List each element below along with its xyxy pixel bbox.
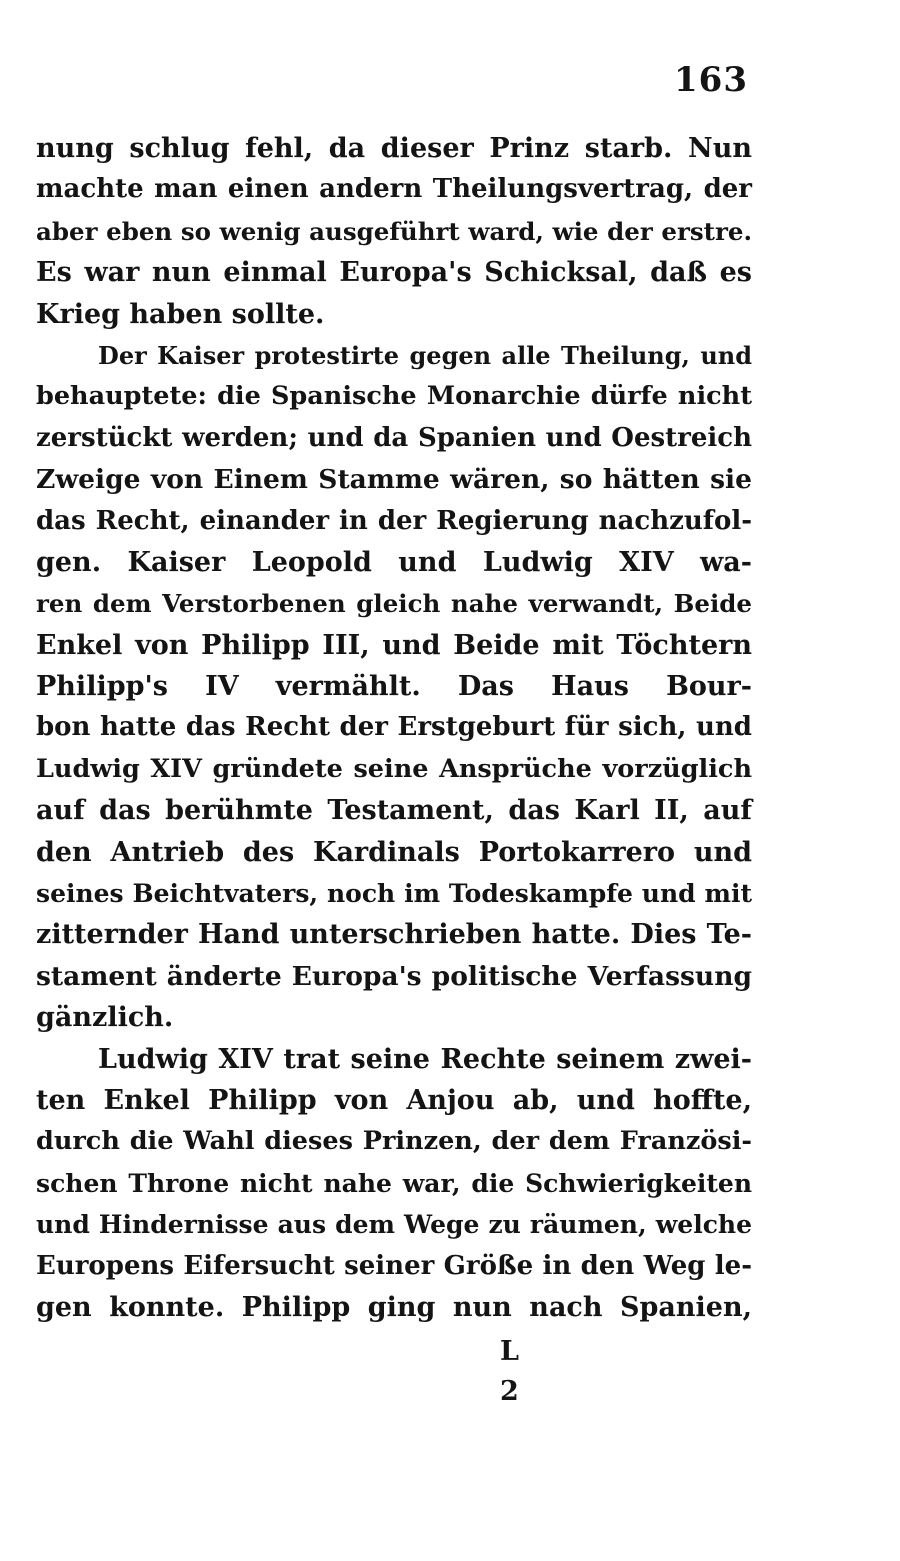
text-line: bon hatte das Recht der Erstgeburt für sich, und (36, 712, 752, 743)
text-line: ten Enkel Philipp von Anjou ab, und hoffte, (36, 1084, 752, 1116)
text-line: und Hindernisse aus dem Wege zu räumen, welche (36, 1210, 752, 1240)
text-line: durch die Wahl dieses Prinzen, der dem Französi- (36, 1126, 752, 1157)
text-line: Europens Eifersucht seiner Größe in den Weg le- (36, 1250, 752, 1281)
text-line: Enkel von Philipp III, und Beide mit Töchtern (36, 629, 752, 661)
text-line: schen Throne nicht nahe war, die Schwierigkeiten (36, 1168, 752, 1198)
text-line: nung schlug fehl, da dieser Prinz starb. Nun (36, 133, 752, 164)
text-line: gänzlich. (36, 1002, 174, 1034)
text-line: gen konnte. Philipp ging nun nach Spanien, (36, 1291, 752, 1323)
text-line: das Recht, einander in der Regierung nachzufol- (36, 505, 752, 536)
text-line: stament änderte Europa's politische Verfassung (36, 960, 752, 992)
text-line: machte man einen andern Theilungsvertrag, der (36, 174, 752, 205)
text-line: Philipp's IV vermählt. Das Haus Bour- (36, 671, 752, 703)
text-line: zitternder Hand unterschrieben hatte. Dies Te- (36, 919, 752, 951)
page-number: 163 (674, 60, 748, 100)
text-line: Zweige von Einem Stamme wären, so hätten sie (36, 464, 752, 496)
text-line: den Antrieb des Kardinals Portokarrero und (36, 836, 752, 868)
text-line: auf das berühmte Testament, das Karl II, auf (36, 795, 752, 827)
text-line: zerstückt werden; und da Spanien und Oestreich (36, 422, 752, 453)
text-line: gen. Kaiser Leopold und Ludwig XIV wa- (36, 546, 752, 578)
text-line: Es war nun einmal Europa's Schicksal, daß es (36, 257, 752, 289)
text-line: ren dem Verstorbenen gleich nahe verwandt, Beide (36, 589, 752, 619)
text-line: Krieg haben sollte. (36, 298, 325, 330)
text-line: Ludwig XIV trat seine Rechte seinem zwei- (98, 1043, 752, 1075)
body-text (36, 128, 752, 1328)
text-line: behauptete: die Spanische Monarchie dürfe nicht (36, 381, 752, 412)
text-line: Der Kaiser protestirte gegen alle Theilung, und (98, 340, 752, 370)
text-line: seines Beichtvaters, noch im Todeskampfe und mit (36, 879, 752, 909)
signature-mark: L 2 (500, 1336, 531, 1407)
text-line: aber eben so wenig ausgeführt ward, wie der erstre. (36, 216, 752, 246)
text-line: Ludwig XIV gründete seine Ansprüche vorzüglich (36, 753, 752, 784)
